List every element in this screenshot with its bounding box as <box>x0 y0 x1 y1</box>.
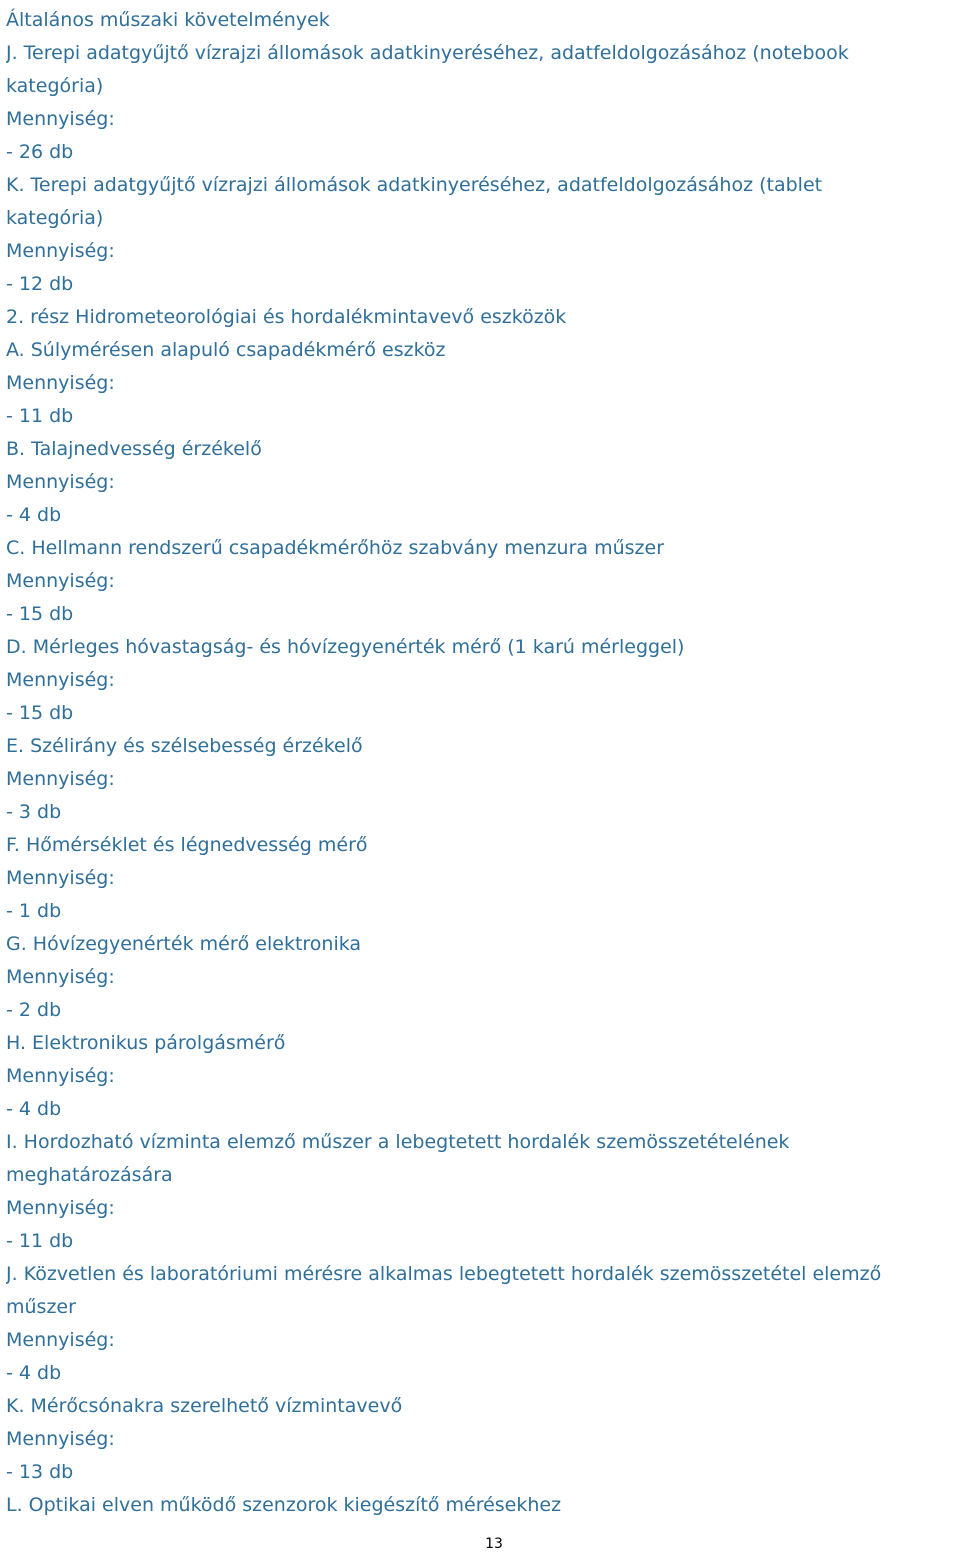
quantity-label: Mennyiség: <box>6 768 115 790</box>
quantity-label: Mennyiség: <box>6 1197 115 1219</box>
quantity-label: Mennyiség: <box>6 1428 115 1450</box>
item-j-analyzer-title: J. Közvetlen és laboratóriumi mérésre alkalmas lebegtetett hordalék szemösszetétel elemző <box>6 1263 882 1285</box>
quantity-label: Mennyiség: <box>6 669 115 691</box>
item-j-notebook-title: J. Terepi adatgyűjtő vízrajzi állomások adatkinyeréséhez, adatfeldolgozásához (notebook <box>6 42 849 64</box>
document-page <box>6 4 956 1522</box>
item-c-title: C. Hellmann rendszerű csapadékmérőhöz szabvány menzura műszer <box>6 537 665 559</box>
quantity-value: - 2 db <box>6 999 62 1021</box>
item-k-tablet-title: K. Terepi adatgyűjtő vízrajzi állomások adatkinyeréséhez, adatfeldolgozásához (tablet <box>6 174 823 196</box>
quantity-label: Mennyiség: <box>6 867 115 889</box>
item-k-sampler-title: K. Mérőcsónakra szerelhető vízmintavevő <box>6 1395 403 1417</box>
quantity-value: - 11 db <box>6 405 74 427</box>
quantity-value: - 3 db <box>6 801 62 823</box>
item-j-analyzer-title-cont: műszer <box>6 1296 76 1318</box>
quantity-label: Mennyiség: <box>6 1329 115 1351</box>
item-e-title: E. Szélirány és szélsebesség érzékelő <box>6 735 363 757</box>
page-number: 13 <box>485 1536 503 1552</box>
quantity-value: - 4 db <box>6 504 62 526</box>
item-l-title: L. Optikai elven működő szenzorok kiegészítő mérésekhez <box>6 1494 562 1516</box>
item-h-title: H. Elektronikus párolgásmérő <box>6 1032 286 1054</box>
quantity-label: Mennyiség: <box>6 108 115 130</box>
quantity-value: - 13 db <box>6 1461 74 1483</box>
item-f-title: F. Hőmérséklet és légnedvesség mérő <box>6 834 368 856</box>
item-a-title: A. Súlymérésen alapuló csapadékmérő eszköz <box>6 339 446 361</box>
quantity-value: - 12 db <box>6 273 74 295</box>
item-i-title-cont: meghatározására <box>6 1164 173 1186</box>
item-b-title: B. Talajnedvesség érzékelő <box>6 438 262 460</box>
item-d-title: D. Mérleges hóvastagság- és hóvízegyenérték mérő (1 karú mérleggel) <box>6 636 685 658</box>
quantity-label: Mennyiség: <box>6 966 115 988</box>
quantity-value: - 11 db <box>6 1230 74 1252</box>
quantity-value: - 15 db <box>6 603 74 625</box>
quantity-label: Mennyiség: <box>6 372 115 394</box>
quantity-value: - 4 db <box>6 1362 62 1384</box>
quantity-value: - 1 db <box>6 900 62 922</box>
item-k-tablet-title-cont: kategória) <box>6 207 104 229</box>
quantity-value: - 4 db <box>6 1098 62 1120</box>
quantity-label: Mennyiség: <box>6 240 115 262</box>
quantity-label: Mennyiség: <box>6 471 115 493</box>
quantity-label: Mennyiség: <box>6 570 115 592</box>
part-2-heading: 2. rész Hidrometeorológiai és hordalékmintavevő eszközök <box>6 306 567 328</box>
item-j-notebook-title-cont: kategória) <box>6 75 104 97</box>
quantity-value: - 26 db <box>6 141 74 163</box>
item-i-title: I. Hordozható vízminta elemző műszer a lebegtetett hordalék szemösszetételének <box>6 1131 790 1153</box>
section-title: Általános műszaki követelmények <box>6 9 330 31</box>
item-g-title: G. Hóvízegyenérték mérő elektronika <box>6 933 362 955</box>
quantity-value: - 15 db <box>6 702 74 724</box>
quantity-label: Mennyiség: <box>6 1065 115 1087</box>
